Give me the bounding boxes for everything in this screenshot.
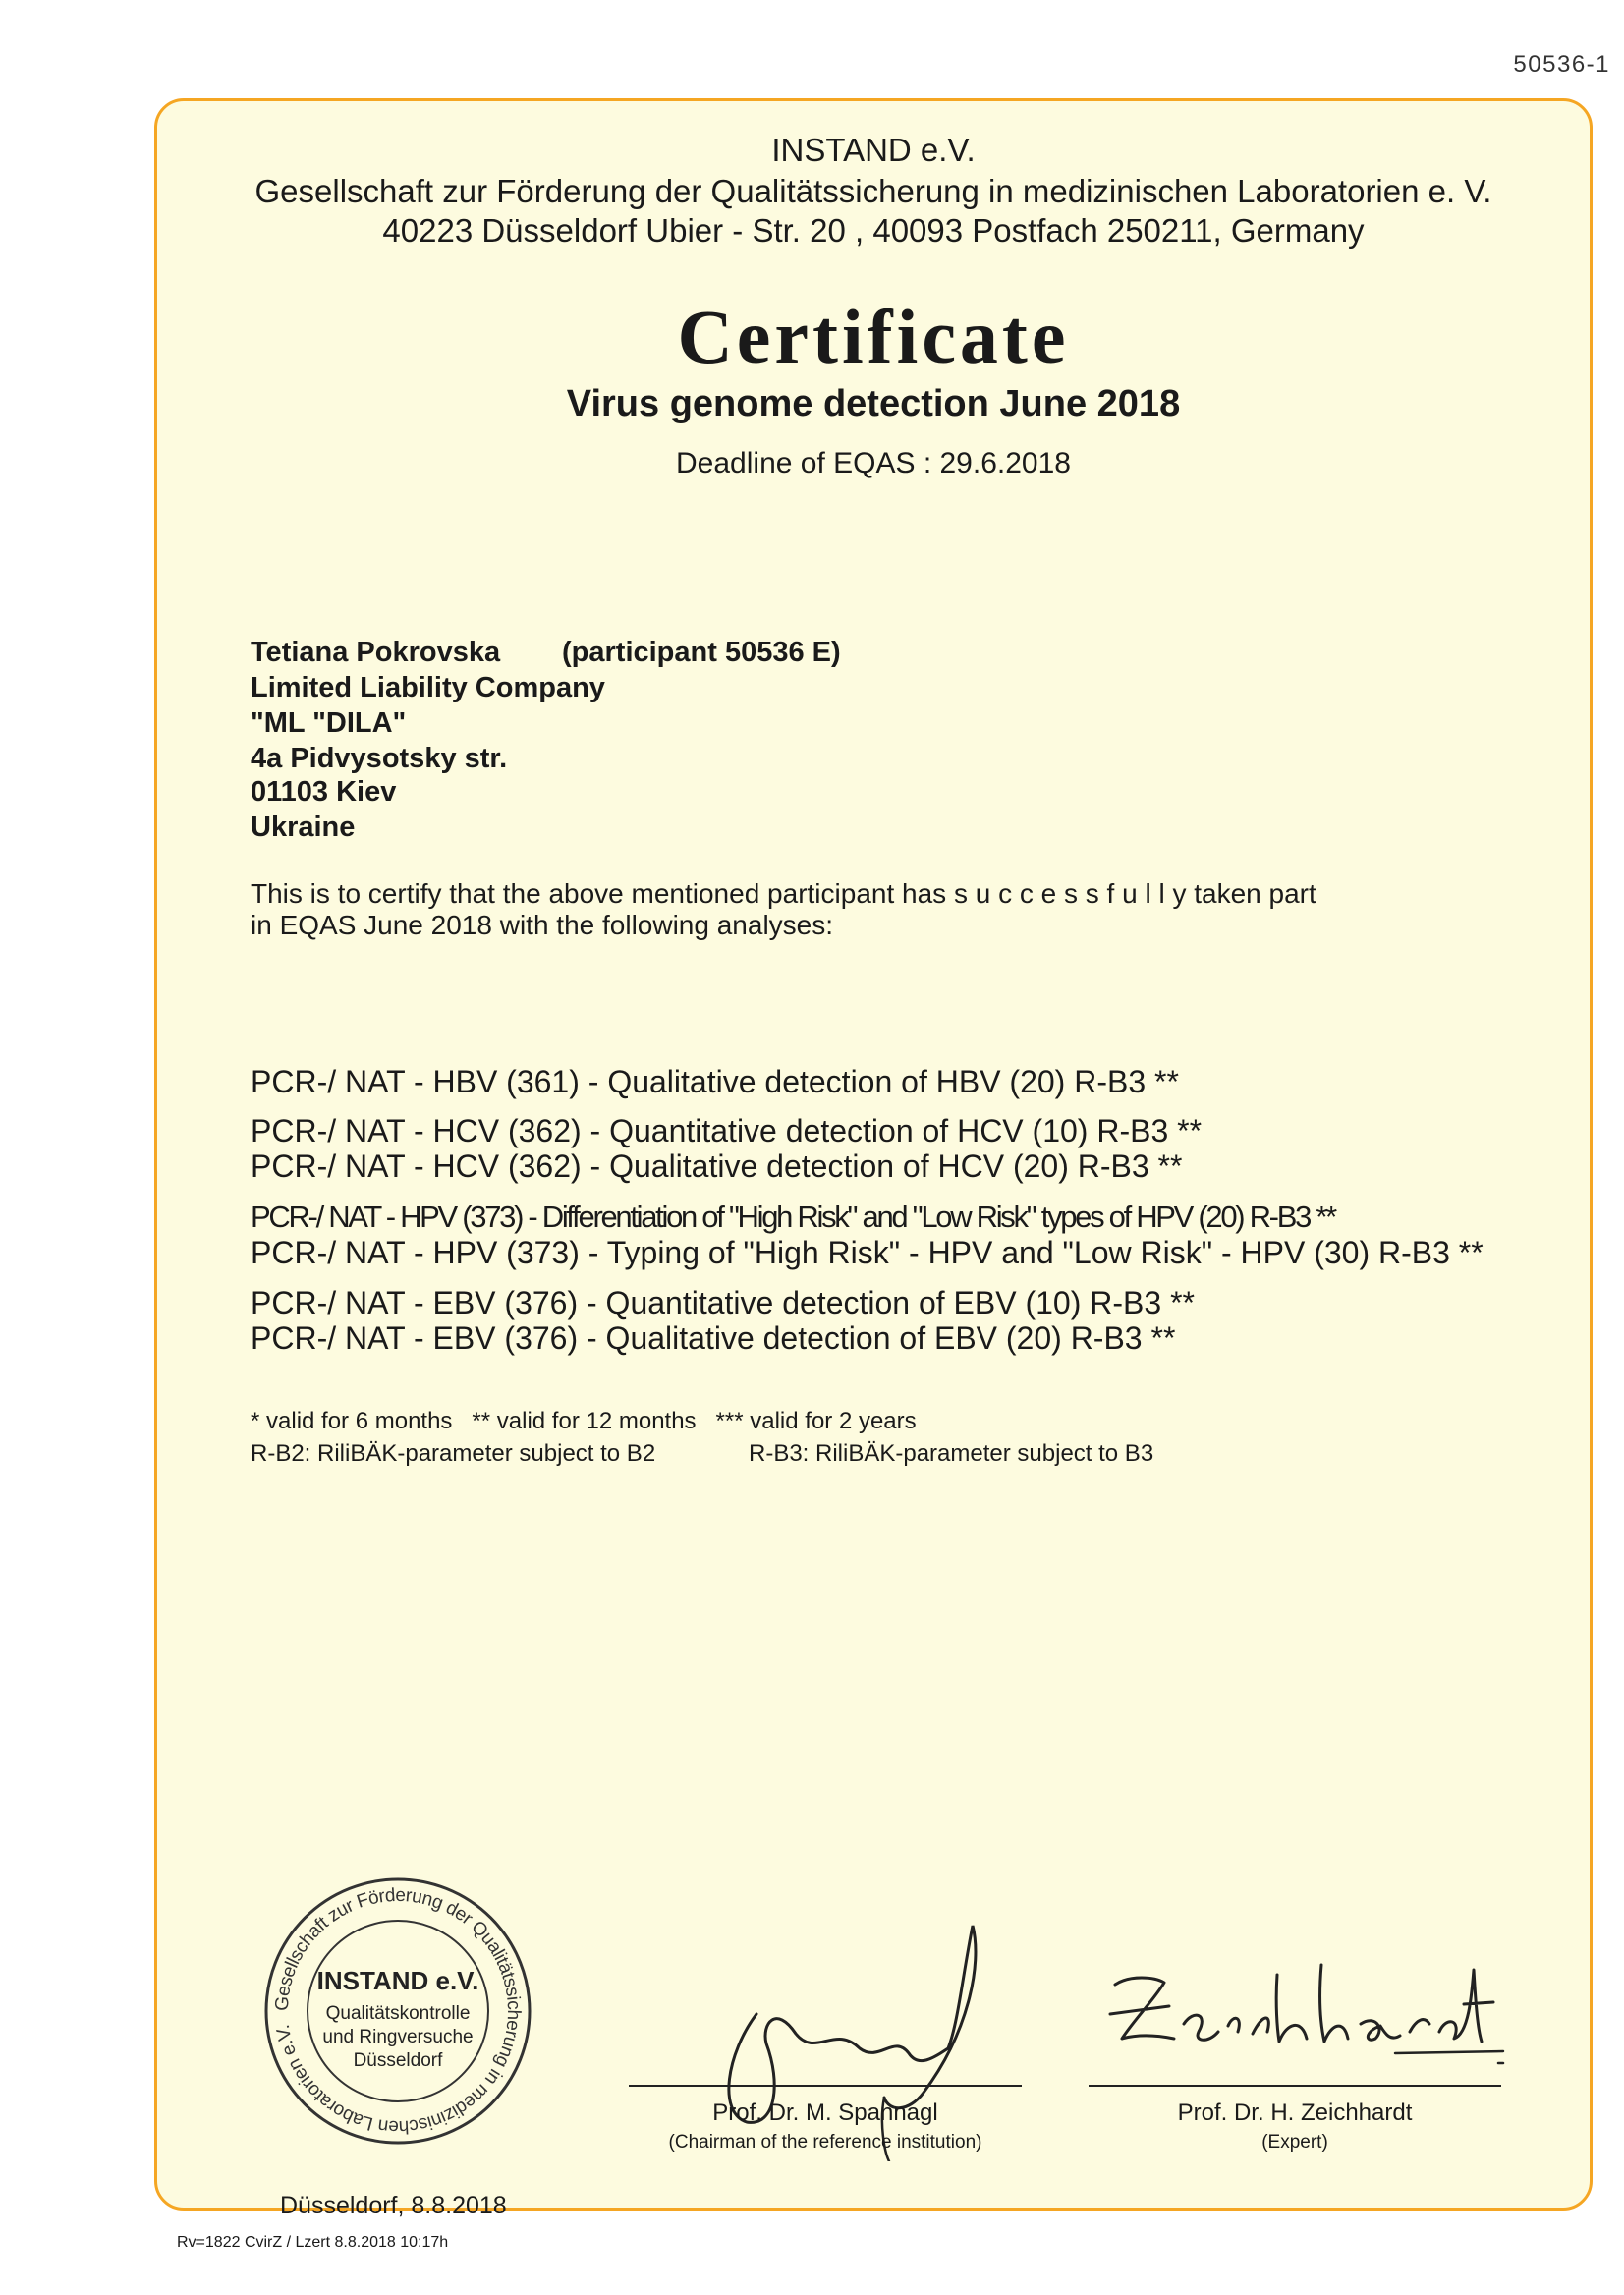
participant-city: 01103 Kiev: [251, 776, 397, 808]
certificate-title: Certificate: [677, 294, 1070, 379]
signer2-role: (Expert): [1261, 2132, 1328, 2153]
seal-name: INSTAND e.V.: [316, 1966, 479, 1995]
signature-line-1: [629, 2085, 1022, 2087]
participant-company: Limited Liability Company: [251, 672, 605, 703]
certify-statement-line2: in EQAS June 2018 with the following analyses:: [251, 910, 834, 940]
analysis-item: PCR-/ NAT - EBV (376) - Qualitative detection of EBV (20) R-B3 **: [251, 1320, 1176, 1356]
org-description: Gesellschaft zur Förderung der Qualitätssicherung in medizinischen Laboratorien e. V.: [254, 173, 1492, 209]
rili-b3-note: R-B3: RiliBÄK-parameter subject to B3: [749, 1440, 1154, 1467]
org-name: INSTAND e.V.: [771, 132, 976, 168]
certificate-subtitle: Virus genome detection June 2018: [566, 383, 1181, 424]
org-address: 40223 Düsseldorf Ubier - Str. 20 , 40093 Postfach 250211, Germany: [382, 212, 1365, 249]
analysis-item: PCR-/ NAT - HCV (362) - Quantitative detection of HCV (10) R-B3 **: [251, 1113, 1203, 1148]
seal-line2: und Ringversuche: [322, 2027, 474, 2047]
signature-zeichhardt: [1100, 1955, 1513, 2073]
certificate-deadline: Deadline of EQAS : 29.6.2018: [676, 447, 1071, 479]
analysis-item: PCR-/ NAT - HPV (373) - Differentiation of "High Risk" and "Low Risk" types of HPV (20) R-B3 **: [251, 1200, 1335, 1234]
rili-b2-note: R-B2: RiliBÄK-parameter subject to B2: [251, 1440, 656, 1467]
signer1-name: Prof. Dr. M. Spannagl: [712, 2099, 938, 2126]
participant-country: Ukraine: [251, 812, 356, 843]
analysis-item: PCR-/ NAT - HPV (373) - Typing of "High Risk" - HPV and "Low Risk" - HPV (30) R-B3 **: [251, 1235, 1484, 1270]
place-date: Düsseldorf, 8.8.2018: [280, 2192, 507, 2219]
signer1-role: (Chairman of the reference institution): [668, 2132, 982, 2153]
participant-name: Tetiana Pokrovska: [251, 637, 501, 668]
participant-company-name: "ML "DILA": [251, 707, 407, 739]
participant-number: (participant 50536 E): [562, 637, 841, 668]
footer-code: Rv=1822 CvirZ / Lzert 8.8.2018 10:17h: [177, 2234, 449, 2251]
seal-line1: Qualitätskontrolle: [325, 2003, 471, 2024]
seal-ring-text: Gesellschaft zur Förderung der Qualitätssicherung in medizinischen Laboratorien e.V.: [271, 1884, 525, 2138]
analysis-item: PCR-/ NAT - HCV (362) - Qualitative detection of HCV (20) R-B3 **: [251, 1148, 1183, 1184]
document-id: 50536-1: [1513, 51, 1610, 78]
official-seal: [260, 1874, 535, 2149]
validity-note: * valid for 6 months ** valid for 12 months *** valid for 2 years: [251, 1408, 917, 1434]
analysis-item: PCR-/ NAT - EBV (376) - Quantitative detection of EBV (10) R-B3 **: [251, 1285, 1195, 1320]
analysis-item: PCR-/ NAT - HBV (361) - Qualitative detection of HBV (20) R-B3 **: [251, 1064, 1179, 1099]
certify-statement-line1: This is to certify that the above mentioned participant has s u c c e s s f u l l y taken part: [251, 878, 1316, 909]
seal-line3: Düsseldorf: [353, 2050, 443, 2071]
signer2-name: Prof. Dr. H. Zeichhardt: [1177, 2099, 1413, 2126]
signature-line-2: [1089, 2085, 1501, 2087]
participant-street: 4a Pidvysotsky str.: [251, 743, 508, 774]
